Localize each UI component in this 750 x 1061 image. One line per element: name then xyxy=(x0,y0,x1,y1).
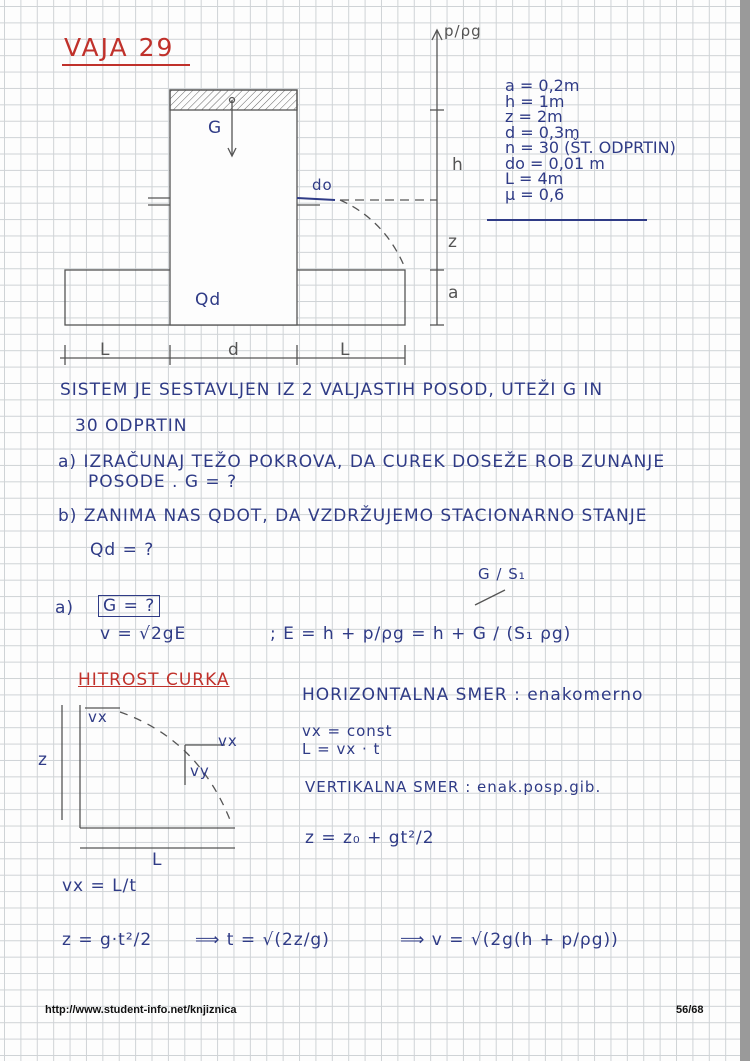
vx-const: vx = const xyxy=(302,722,393,740)
label-z: z xyxy=(448,232,458,252)
given-a: a = 0,2m xyxy=(505,76,580,95)
question-a-2: POSODE . G = ? xyxy=(88,472,238,492)
final-z: z = g·t²/2 xyxy=(62,930,153,950)
given-z: z = 2m xyxy=(505,107,563,126)
horizontal-direction: HORIZONTALNA SMER : enakomerno xyxy=(302,685,644,705)
energy-equation: ; E = h + p/ρg = h + G / (S₁ ρg) xyxy=(270,624,572,644)
vx-equation: vx = L/t xyxy=(62,876,138,896)
label-do: do xyxy=(312,176,333,194)
g-over-s: G / S₁ xyxy=(478,565,526,583)
jet-heading: HITROST CURKA xyxy=(78,670,230,690)
z-equation: z = z₀ + gt²/2 xyxy=(305,828,435,848)
given-h: h = 1m xyxy=(505,91,565,111)
vertical-direction: VERTIKALNA SMER : enak.posp.gib. xyxy=(305,778,602,796)
L-equation: L = vx · t xyxy=(302,740,381,758)
label-L-left: L xyxy=(100,340,111,360)
sd-vy: vy xyxy=(190,762,210,780)
label-h: h xyxy=(452,155,464,175)
sd-vx2: vx xyxy=(218,732,238,750)
given-n: n = 30 (ŠT. ODPRTIN) xyxy=(505,138,676,157)
question-b-1: b) ZANIMA NAS QDOT, DA VZDRŽUJEMO STACIONARNO STANJE xyxy=(58,506,648,526)
part-a-label: a) xyxy=(55,598,75,618)
label-a: a xyxy=(448,283,460,303)
text-line-2: 30 ODPRTIN xyxy=(75,416,188,436)
page-number: 56/68 xyxy=(676,1004,704,1016)
final-t: ⟹ t = √(2z/g) xyxy=(195,930,330,950)
label-d: d xyxy=(228,340,240,360)
exercise-title: VAJA 29 xyxy=(64,33,175,62)
sd-L: L xyxy=(152,850,163,870)
given-do: do = 0,01 m xyxy=(505,153,605,173)
label-L-right: L xyxy=(340,340,351,360)
sd-vx: vx xyxy=(88,708,108,726)
label-pressure-head: p/ρg xyxy=(444,22,482,40)
given-L: L = 4m xyxy=(505,169,564,188)
sd-z: z xyxy=(38,750,48,770)
question-b-2: Qd = ? xyxy=(90,540,155,560)
velocity-equation: v = √2gE xyxy=(100,624,187,644)
label-Qd: Qd xyxy=(195,290,222,310)
given-d: d = 0,3m xyxy=(505,122,580,142)
given-mu: μ = 0,6 xyxy=(505,184,565,204)
question-a-1: a) IZRAČUNAJ TEŽO POKROVA, DA CUREK DOSEŽE ROB ZUNANJE xyxy=(58,452,666,472)
g-unknown-box xyxy=(98,596,160,616)
footer-url[interactable]: http://www.student-info.net/knjiznica xyxy=(45,1004,237,1016)
final-v: ⟹ v = √(2g(h + p/ρg)) xyxy=(400,930,619,950)
text-line-1: SISTEM JE SESTAVLJEN IZ 2 VALJASTIH POSOD, UTEŽI G IN xyxy=(60,380,604,400)
g-unknown: G = ? xyxy=(98,595,160,617)
tank-diagram xyxy=(60,30,444,365)
label-G: G xyxy=(208,118,223,138)
